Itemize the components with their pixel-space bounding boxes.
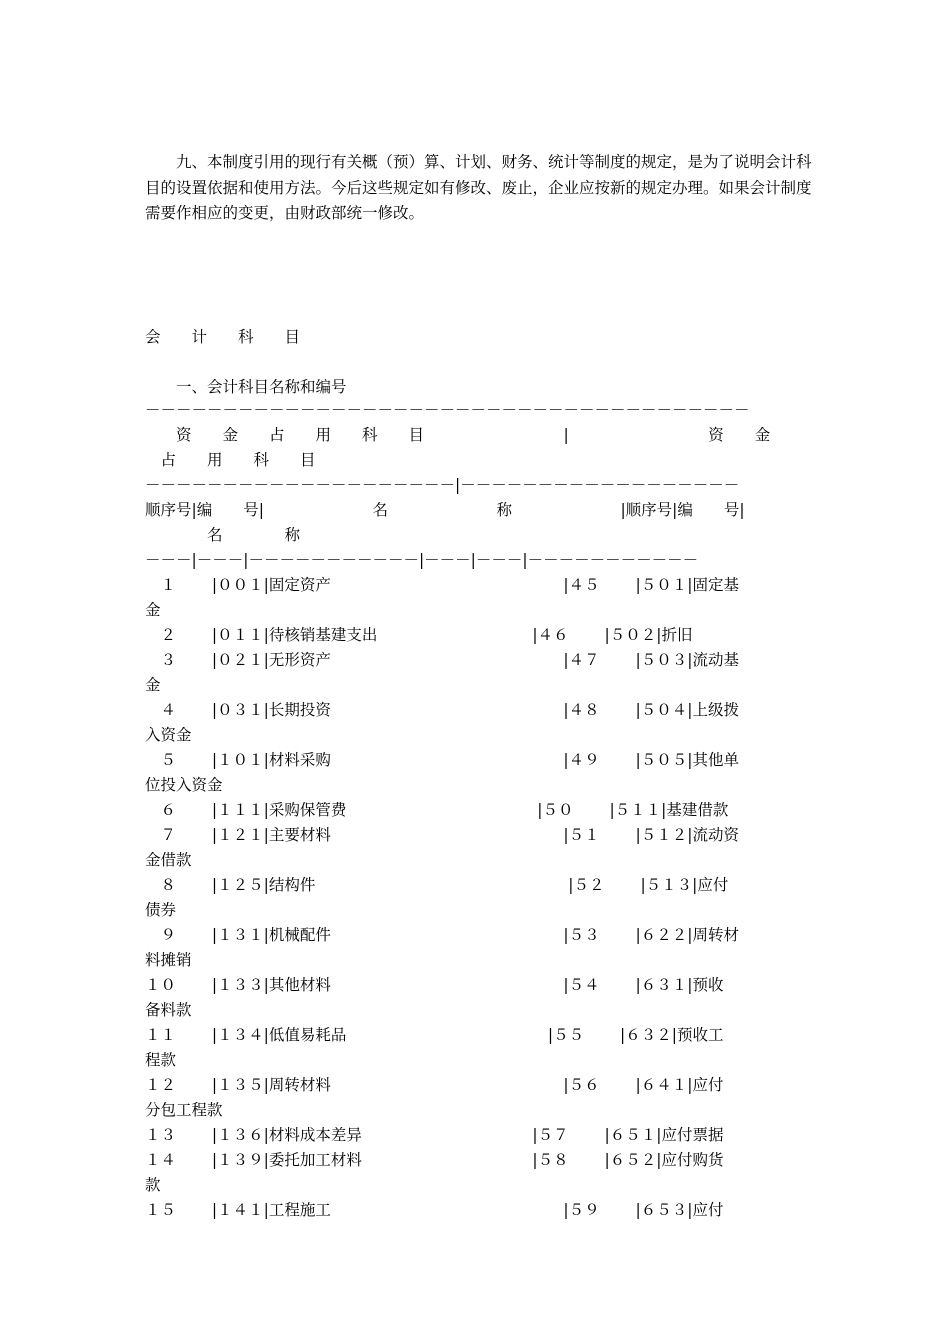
table-line: ４ |０３１|长期投资 |４８ |５０４|上级拨: [145, 701, 739, 719]
table-line: 顺序号|编 号| 名 称 |顺序号|编 号|: [145, 501, 745, 519]
table-line: －－－－－－－－－－－－－－－－－－－－|－－－－－－－－－－－－－－－－－－: [145, 476, 740, 494]
table-line: １１ |１３４|低值易耗品 |５５ |６３２|预收工: [145, 1026, 724, 1044]
table-line: 金: [145, 676, 161, 694]
table-line: －－－－－－－－－－－－－－－－－－－－－－－－－－－－－－－－－－－－－－－: [145, 401, 750, 419]
body-paragraph: 九、本制度引用的现行有关概（预）算、计划、财务、统计等制度的规定，是为了说明会计科目的设置依据和使用方法。今后这些规定如有修改、废止，企业应按新的规定办理。如果会计制度需要作相应的变更，由财政部统一修改。: [145, 153, 812, 222]
table-line: 债券: [145, 901, 177, 919]
table-line: 名 称: [145, 526, 301, 544]
table-line: ９ |１３１|机械配件 |５３ |６２２|周转材: [145, 926, 739, 944]
table-line: －－－|－－－|－－－－－－－－－－－|－－－|－－－|－－－－－－－－－－－: [145, 551, 699, 569]
table-line: 占 用 科 目: [145, 451, 316, 469]
table-line: 备料款: [145, 1001, 192, 1019]
table-line: 料摊销: [145, 951, 192, 969]
table-line: ２ |０１１|待核销基建支出 |４６ |５０２|折旧: [145, 626, 693, 644]
table-line: ５ |１０１|材料采购 |４９ |５０５|其他单: [145, 751, 739, 769]
table-line: １５ |１４１|工程施工 |５９ |６５３|应付: [145, 1201, 724, 1219]
table-line: １３ |１３６|材料成本差异 |５７ |６５１|应付票据: [145, 1126, 724, 1144]
table-line: 分包工程款: [145, 1101, 223, 1119]
table-line: 金借款: [145, 851, 192, 869]
table-line: １ |００１|固定资产 |４５ |５０１|固定基: [145, 576, 739, 594]
table-line: １４ |１３９|委托加工材料 |５８ |６５２|应付购货: [145, 1151, 724, 1169]
table-line: ３ |０２１|无形资产 |４７ |５０３|流动基: [145, 651, 739, 669]
document-heading: 会 计 科 目: [145, 328, 301, 346]
table-line: 入资金: [145, 726, 192, 744]
table-line: 金: [145, 601, 161, 619]
table-line: 资 金 占 用 科 目 | 资 金: [145, 426, 771, 444]
table-line: ７ |１２１|主要材料 |５１ |５１２|流动资: [145, 826, 739, 844]
section-title: 一、会计科目名称和编号: [145, 378, 347, 396]
table-line: 位投入资金: [145, 776, 223, 794]
table-line: 款: [145, 1176, 161, 1194]
table-line: １０ |１３３|其他材料 |５４ |６３１|预收: [145, 976, 724, 994]
table-line: ６ |１１１|采购保管费 |５０ |５１１|基建借款: [145, 801, 729, 819]
table-line: 程款: [145, 1051, 177, 1069]
table-line: ８ |１２５|结构件 |５２ |５１３|应付: [145, 876, 729, 894]
table-line: １２ |１３５|周转材料 |５６ |６４１|应付: [145, 1076, 724, 1094]
